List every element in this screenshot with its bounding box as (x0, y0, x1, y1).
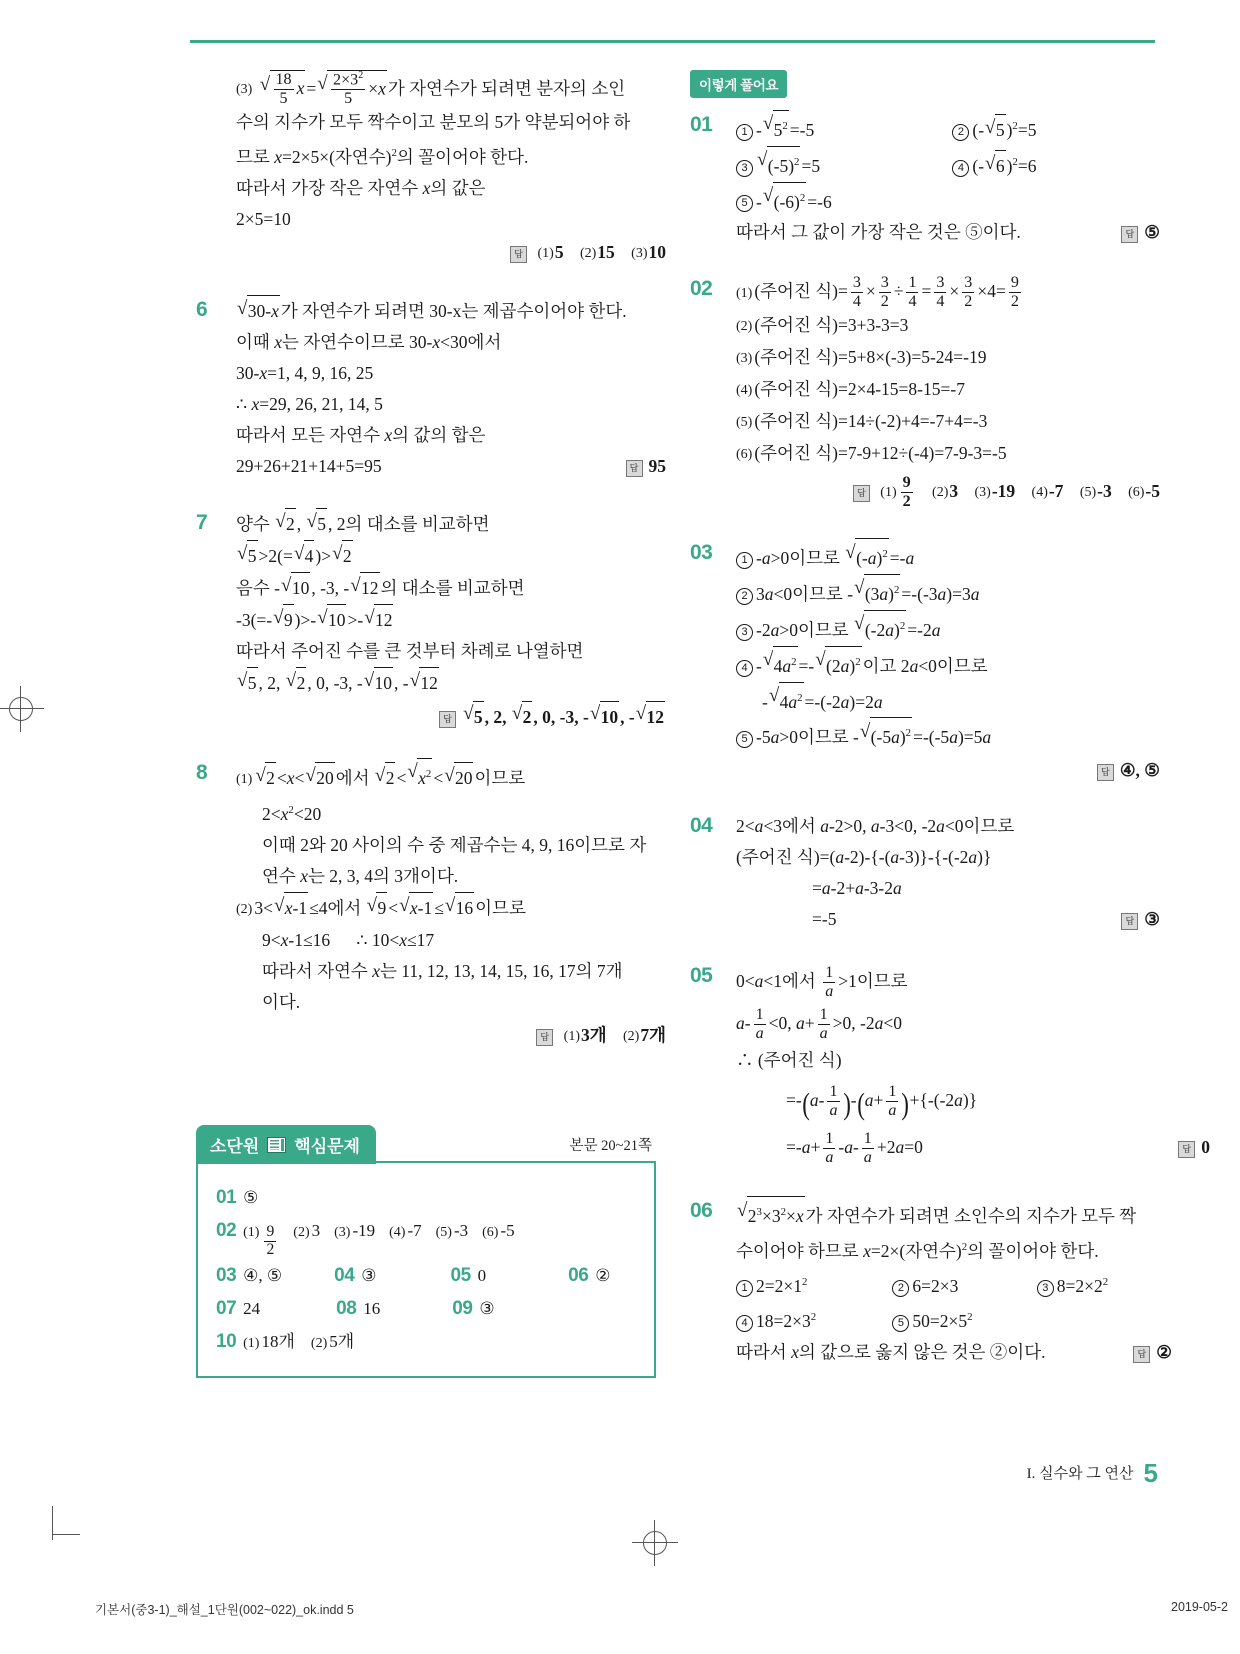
solution-number-blank (196, 70, 236, 269)
answer-value: 5개 (329, 1331, 355, 1351)
solution-line: 0<a<1에서 $\frac{1}{a}$ >1이므로 (736, 964, 908, 1000)
choice-marker: 5 (736, 195, 753, 212)
sub-label: (5) (736, 415, 753, 431)
answer-key: 02 (216, 1220, 237, 1241)
solution-line: 4 - √ $4a^2$ =- √ $(2a)^2$ 이고 2a<0이므로 (736, 646, 1160, 682)
answer-value: 3개 (580, 1024, 607, 1045)
answer-value: √ 5 , 2, √ 2 , 0, -3, - √ 10 , - √ 12 (462, 707, 666, 727)
solution-line: 이다. (262, 991, 301, 1012)
solution-line: 따라서 주어진 수를 큰 것부터 차례로 나열하면 (236, 640, 584, 661)
choice-marker: 3 (1037, 1280, 1054, 1297)
solution-line: 수의 지수가 모두 짝수이고 분모의 5가 약분되어야 하 (236, 112, 631, 133)
answer-key: 07 (216, 1297, 237, 1319)
answer-value: -3 (453, 1221, 469, 1240)
registration-mark-left (0, 686, 44, 732)
answer-row (236, 701, 666, 732)
choice-marker: 4 (736, 1315, 753, 1332)
solution-block-5-cont (196, 70, 666, 269)
choice-marker: 1 (736, 1280, 753, 1297)
key-problem-answer-list (196, 1163, 656, 1378)
solution-line: 1 - √ $5^2 =-5$ 2 (- √ 5 )$^2$=5 (736, 110, 1160, 146)
solution-line: $2<x^2<20$ (262, 803, 322, 824)
answer-value: ③ (361, 1265, 377, 1285)
solution-number: 06 (690, 1199, 713, 1223)
answer-glyph: 답 (536, 1029, 553, 1046)
answer-glyph: 답 (1133, 1346, 1150, 1363)
answer-value: 0 (1201, 1137, 1210, 1158)
answer-key: 06 (568, 1264, 589, 1286)
choice-marker: 2 (736, 588, 753, 605)
sub-label: (2) (736, 319, 753, 335)
answer-key: 08 (336, 1297, 357, 1319)
solution-line: 따라서 자연수 x는 11, 12, 13, 14, 15, 16, 17의 7개 (262, 960, 623, 981)
answer-value: ⑤ (243, 1188, 259, 1207)
solution-line (736, 342, 1160, 374)
answer-key: 04 (334, 1264, 355, 1286)
sub-label: (2) (236, 901, 253, 917)
answer-key: 10 (216, 1330, 237, 1352)
answer-value: -19 (991, 481, 1016, 502)
answer-glyph: 답 (853, 485, 870, 502)
answer-value: 0 (477, 1265, 487, 1285)
solution-line: a- $\frac{1}{a}$ <0, a+ $\frac{1}{a}$ >0, -2a<0 (736, 1006, 902, 1042)
sub-label: (3) (736, 351, 753, 367)
answer-value: 24 (243, 1298, 261, 1318)
solution-line: 이때 2와 20 사이의 수 중 제곱수는 4, 9, 16이므로 자 (262, 834, 647, 855)
solution-line: 2×5=10 (236, 208, 291, 229)
solution-line: 1 $2=2\times 1^2$ 2 6=2×3 3 $8=2\times 2^2$ (736, 1267, 1160, 1302)
solution-number: 8 (196, 760, 208, 784)
answer-value: ③ (479, 1298, 495, 1318)
solution-line: 이때 x는 자연수이므로 30-x<30에서 (236, 331, 502, 352)
text: 29+26+21+14+5=95 (236, 455, 382, 476)
solution-line: 1 -a>0이므로 √ $(-a)^2 =-a$ (736, 538, 1160, 574)
answer-value: -5 (1145, 481, 1160, 502)
solution-line: 따라서 모든 자연수 x의 값의 합은 (236, 424, 486, 445)
answer-list-row (216, 1259, 640, 1292)
answer-value: 3 (949, 481, 959, 502)
solution-number: 7 (196, 510, 208, 534)
solution-line (236, 451, 666, 482)
solution-line: 3 √ $(-5)^2 =5$ 4 (- √ 6 )$^2$=6 (736, 146, 1160, 182)
key-problem-tab-small: 소단원 (210, 1137, 260, 1156)
choice-marker: 5 (736, 731, 753, 748)
book-icon (267, 1137, 286, 1153)
left-column (196, 70, 666, 1078)
solution-line: √ 5 , 2, √ 2 , 0, -3, - √ 10 , - √ 12 (236, 667, 666, 699)
answer-value: 7개 (640, 1024, 666, 1045)
solution-block-06 (690, 1196, 1172, 1367)
choice-marker: 4 (952, 160, 969, 177)
answer-key: 05 (450, 1264, 471, 1286)
chapter-footer (1027, 1458, 1158, 1489)
key-problem-answer-box (196, 1125, 656, 1378)
key-problem-tab-title: 핵심문제 (294, 1137, 360, 1156)
answer-glyph: 답 (1121, 913, 1138, 930)
sub-label: (3) (236, 82, 253, 98)
answer-key: 01 (216, 1187, 237, 1208)
answer-value: ② (1156, 1341, 1172, 1362)
answer-row (736, 472, 1160, 512)
answer-list-row (216, 1181, 640, 1214)
choice-marker: 1 (736, 124, 753, 141)
sub-label: (1) (236, 771, 253, 787)
sub-label: (1) (736, 285, 753, 301)
choice-marker: 2 (952, 124, 969, 141)
answer-glyph: 답 (626, 460, 643, 477)
solution-line: (3) √ $\frac{18}{5}$ x = √ $\frac{2\times 3^2}{5}$ ×x 가 자연수가 되려면 분자의 소인 (236, 70, 666, 107)
answer-value: ⑤ (1144, 222, 1160, 243)
answer-sub-label: (3) (974, 485, 991, 501)
solution-line: 5 -5a>0이므로 - √ $(-5a)^2 =-(-5a)=5a$ (736, 717, 1160, 753)
choice-marker: 3 (736, 160, 753, 177)
text: (주어진 식)=14÷(-2)+4=-7+4=-3 (754, 411, 988, 432)
solution-line: (1) (주어진 식)= $\frac{3}{4}$ × $\frac{3}{2}$ ÷ $\frac{1}{4}$ = $\frac{3}{4}$ × $\frac{3}{2}$ ×4= $\frac{9}{2}$ (736, 274, 1019, 310)
solution-line: =-a+ $\frac{1}{a}$ -a- $\frac{1}{a}$ +2a=0 답 0 (786, 1130, 1210, 1166)
answer-sub-label: (1) (537, 245, 554, 261)
solution-block-8 (196, 758, 666, 1052)
solution-line: 양수 √ 2 , √ 5 , 2의 대소를 비교하면 (236, 508, 666, 540)
answer-sub-label: (4) (1031, 485, 1048, 501)
solution-line: 따라서 가장 작은 자연수 x의 값은 (236, 177, 486, 198)
text: (주어진 식)=7-9+12÷(-4)=7-9-3=-5 (754, 443, 1007, 464)
solution-line: -3(=- √ 9 )>- √ 10 >- √ 12 (236, 604, 666, 636)
answer-value: ④, ⑤ (243, 1265, 283, 1285)
answer-list-row (216, 1325, 640, 1360)
answer-sub-label: (5) (1079, 485, 1097, 501)
sub-label: (1) (243, 1335, 260, 1351)
solution-block-04 (690, 811, 1160, 935)
choice-marker: 4 (736, 660, 753, 677)
solution-line: (2) 3< √ x-1 ≤4에서 √ 9 < √ x-1 ≤ √ 16 이므로 (236, 892, 666, 925)
answer-sub-label: (6) (1128, 485, 1145, 501)
solution-line: 따라서 x의 값으로 옳지 않은 것은 ②이다. 답 ② (736, 1341, 1172, 1362)
solution-line (736, 310, 1160, 342)
solution-number: 04 (690, 814, 713, 838)
choice-marker: 1 (736, 552, 753, 569)
sub-label: (4) (389, 1225, 406, 1240)
answer-value: -5 (500, 1221, 515, 1240)
sub-label: (2) (310, 1335, 328, 1351)
solution-line: ∴ (주어진 식) (736, 1050, 842, 1071)
answer-value: 3 (311, 1221, 321, 1240)
solution-line: (1) √ 2 <x< √ 20 에서 √ 2 < √ $x^2$ < √ 20 이므로 (236, 758, 666, 795)
answer-row (236, 237, 666, 269)
key-problem-source: 본문 20~21쪽 (569, 1138, 652, 1154)
answer-glyph: 답 (1178, 1141, 1195, 1158)
solution-line: 므로 x=2×5×(자연수)$^2$의 꼴이어야 한다. (236, 146, 529, 167)
how-to-solve-tag: 이렇게 풀어요 (690, 70, 787, 98)
solution-line: =-(a- $\frac{1}{a}$ )-(a+ $\frac{1}{a}$ )+{-(-2a)} (786, 1083, 978, 1122)
solution-line: √ 5 >2(= √ 4 )> √ 2 (236, 540, 666, 572)
answer-row (736, 755, 1160, 785)
answer-glyph: 답 (510, 246, 527, 263)
solution-line: =a-2+a-3-2a (812, 878, 902, 899)
sub-label: (6) (482, 1225, 499, 1240)
answer-value: -7 (1048, 481, 1064, 502)
solution-line: 4 $18=2\times 3^2$ 5 $50=2\times 5^2$ (736, 1302, 1160, 1337)
answer-value-fraction: $\frac{9}{2}$ (266, 1223, 275, 1258)
text: 따라서 그 값이 가장 작은 것은 ⑤이다. (736, 222, 1021, 243)
sub-label: (6) (736, 447, 753, 463)
answer-value: 18개 (261, 1331, 295, 1351)
answer-value: ③ (1144, 909, 1160, 930)
answer-value: 10 (648, 241, 666, 262)
solution-block-02 (690, 274, 1160, 512)
choice-marker: 5 (892, 1315, 909, 1332)
answer-row (236, 1020, 666, 1052)
solution-line: 음수 - √ 10 , -3, - √ 12 의 대소를 비교하면 (236, 572, 666, 604)
solution-block-7 (196, 508, 666, 732)
solution-block-05 (690, 961, 1210, 1170)
answer-sub-label: (2) (932, 485, 949, 501)
answer-list-row (216, 1292, 640, 1325)
text: (주어진 식)=3+3-3=3 (754, 315, 909, 336)
solution-number: 03 (690, 541, 713, 565)
sub-label: (2) (293, 1225, 310, 1240)
solution-line: √ $2^3\times 3^2\times x$ 가 자연수가 되려면 소인수의 지수가 모두 짝 (736, 1196, 1160, 1232)
solution-line: =-5 답 ③ (812, 909, 1160, 930)
solution-line: ∴ x=29, 26, 21, 14, 5 (236, 393, 383, 414)
choice-marker: 3 (736, 624, 753, 641)
solution-line: 3 -2a>0이므로 √ $(-2a)^2 =-2a$ (736, 610, 1160, 646)
choice-marker: 2 (892, 1280, 909, 1297)
solution-line: 수이어야 하므로 x=2×(자연수)$^2$의 꼴이어야 한다. (736, 1240, 1099, 1261)
answer-value-fraction: $\frac{9}{2}$ (902, 474, 911, 510)
answer-value: -19 (352, 1221, 376, 1240)
answer-value: ④, ⑤ (1119, 760, 1160, 781)
solution-number: 6 (196, 297, 208, 321)
solution-line: (주어진 식)=(a-2)-{-(a-3)}-{-(-2a)} (736, 847, 992, 868)
solution-number: 05 (690, 964, 713, 988)
text: (주어진 식)=2×4-15=8-15=-7 (754, 379, 965, 400)
print-date-label: 2019-05-2 (1171, 1600, 1228, 1614)
text: (주어진 식)=5+8×(-3)=5-24=-19 (754, 347, 987, 368)
answer-value: 5 (554, 241, 564, 262)
answer-value: 95 (648, 455, 666, 476)
solution-block-01 (690, 110, 1160, 248)
solution-line: 9<x-1≤16 ∴ 10<x≤17 (262, 929, 435, 950)
sub-label: (3) (334, 1225, 351, 1240)
answer-glyph: 답 (1097, 764, 1114, 781)
sub-label: (4) (736, 383, 753, 399)
solution-line: 5 - √ $(-6)^2 =-6$ (736, 182, 1160, 218)
answer-glyph: 답 (1121, 226, 1138, 243)
solution-line: - √ $4a^2 =-(-2a)=2a$ (736, 682, 1160, 718)
answer-sub-label: (2) (623, 1028, 640, 1044)
chapter-title: I. 실수와 그 연산 (1026, 1466, 1134, 1482)
answer-sub-label: (3) (631, 245, 648, 261)
answer-value: ② (595, 1265, 611, 1285)
solution-line: 연수 x는 2, 3, 4의 3개이다. (262, 865, 459, 886)
solution-line: 2<a<3에서 a-2>0, a-3<0, -2a<0이므로 (736, 816, 1015, 837)
sub-label: (1) (243, 1225, 260, 1240)
text-post: 의 꼴이어야 한다. (396, 146, 529, 167)
answer-sub-label: (1) (880, 485, 897, 501)
answer-value: -7 (407, 1221, 422, 1240)
print-file-label: 기본서(중3-1)_해설_1단원(002~022)_ok.indd 5 (95, 1603, 354, 1617)
registration-mark-bottom (632, 1520, 678, 1566)
page-number: 5 (1143, 1458, 1158, 1488)
answer-list-row (216, 1214, 640, 1259)
answer-glyph: 답 (439, 711, 456, 728)
key-problem-tab (196, 1125, 376, 1164)
top-rule (190, 40, 1155, 43)
answer-key: 09 (452, 1297, 473, 1319)
answer-value: -3 (1097, 481, 1112, 502)
answer-sub-label: (2) (579, 245, 597, 261)
answer-key: 03 (216, 1264, 237, 1286)
solution-text: 가 자연수가 되려면 분자의 소인 (387, 78, 626, 99)
solution-line: 30-x=1, 4, 9, 16, 25 (236, 362, 374, 383)
solution-line (736, 438, 1160, 470)
solution-block-6 (196, 295, 666, 482)
solution-line (736, 217, 1160, 248)
solution-line (736, 374, 1160, 406)
solution-line (736, 406, 1160, 438)
answer-sub-label: (1) (563, 1028, 580, 1044)
crop-mark-bottom-left (52, 1506, 80, 1535)
right-column (690, 70, 1210, 1394)
answer-value: 16 (363, 1298, 381, 1318)
solution-number: 02 (690, 277, 713, 301)
text-pre: 므로 (236, 146, 275, 167)
solution-line: √ 30-x 가 자연수가 되려면 30-x는 제곱수이어야 한다. (236, 295, 666, 327)
sub-label: (5) (435, 1225, 452, 1240)
answer-value: 15 (597, 241, 615, 262)
solution-number: 01 (690, 113, 713, 136)
text-post: 가 자연수가 되려면 소인수의 지수가 모두 짝 (805, 1206, 1137, 1227)
solution-block-03 (690, 538, 1160, 785)
solution-line: 2 3a<0이므로 - √ $(3a)^2 =-(-3a)=3a$ (736, 574, 1160, 610)
text-post: 가 자연수가 되려면 30-x는 제곱수이어야 한다. (280, 300, 627, 321)
